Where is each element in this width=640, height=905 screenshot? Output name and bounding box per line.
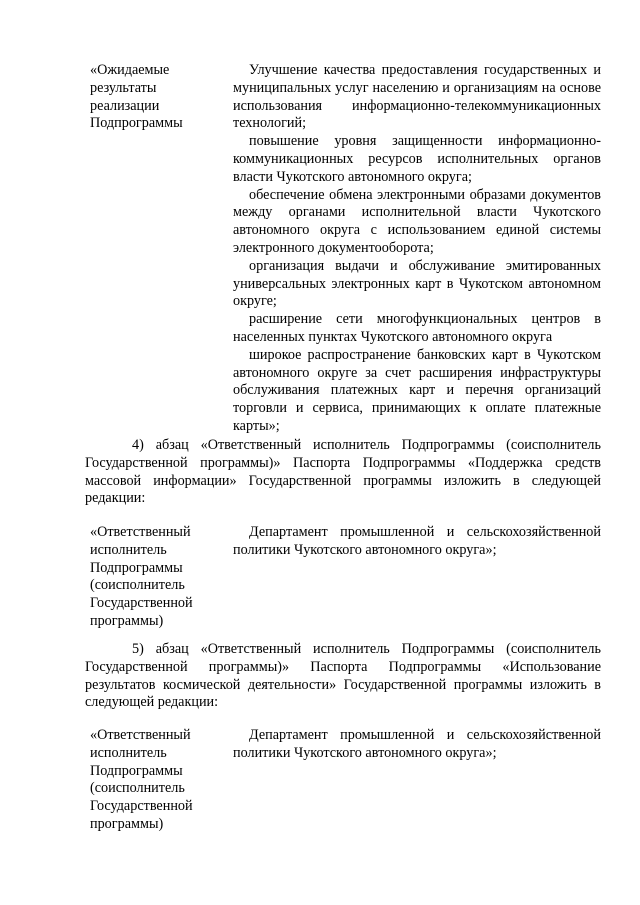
amendment-paragraph-5: 5) абзац «Ответственный исполнитель Подпрограммы (соисполнитель Государственной программы)» Паспорта Подпрограммы «Использование результатов космической деятельности» Государственной программы изложить в следующей редакции: (85, 641, 601, 711)
result-item: обеспечение обмена электронными образами документов между органами исполнительной власти Чукотского автономного округа с использованием единой системы электронного документооборота; (233, 186, 601, 256)
responsible-executor-row-2 (0, 727, 640, 832)
expected-results-list (233, 62, 601, 436)
result-item: Улучшение качества предоставления государственных и муниципальных услуг населению и организациям на основе использования информационно-телекоммуникационных технологий; (233, 62, 601, 132)
responsible-executor-value: Департамент промышленной и сельскохозяйственной политики Чукотского автономного округа»; (233, 727, 601, 761)
amendment-paragraph-4: 4) абзац «Ответственный исполнитель Подпрограммы (соисполнитель Государственной программы)» Паспорта Подпрограммы «Поддержка средств массовой информации» Государственной программы изложить в следующей редакции: (85, 437, 601, 507)
result-item: организация выдачи и обслуживание эмитированных универсальных электронных карт в Чукотском автономном округе; (233, 257, 601, 310)
expected-results-label: «Ожидаемые результаты реализации Подпрограммы (90, 62, 183, 132)
result-item: расширение сети многофункциональных центров в населенных пунктах Чукотского автономного округа (233, 311, 601, 345)
responsible-executor-value-wrap (233, 727, 601, 763)
responsible-executor-label: «Ответственный исполнитель Подпрограммы (соисполнитель Государственной программы) (90, 727, 193, 832)
expected-results-row (0, 62, 640, 436)
responsible-executor-value: Департамент промышленной и сельскохозяйственной политики Чукотского автономного округа»; (233, 524, 601, 558)
result-item: повышение уровня защищенности информационно-коммуникационных ресурсов исполнительных органов власти Чукотского автономного округа; (233, 133, 601, 185)
responsible-executor-value-wrap (233, 524, 601, 560)
responsible-executor-label: «Ответственный исполнитель Подпрограммы (соисполнитель Государственной программы) (90, 524, 193, 629)
result-item: широкое распространение банковских карт в Чукотском автономного округе за счет расширения инфраструктуры обслуживания платежных карт и перечня организаций торговли и сервиса, принимающих к оплате платежные карты»; (233, 346, 601, 434)
responsible-executor-row-1 (0, 524, 640, 629)
